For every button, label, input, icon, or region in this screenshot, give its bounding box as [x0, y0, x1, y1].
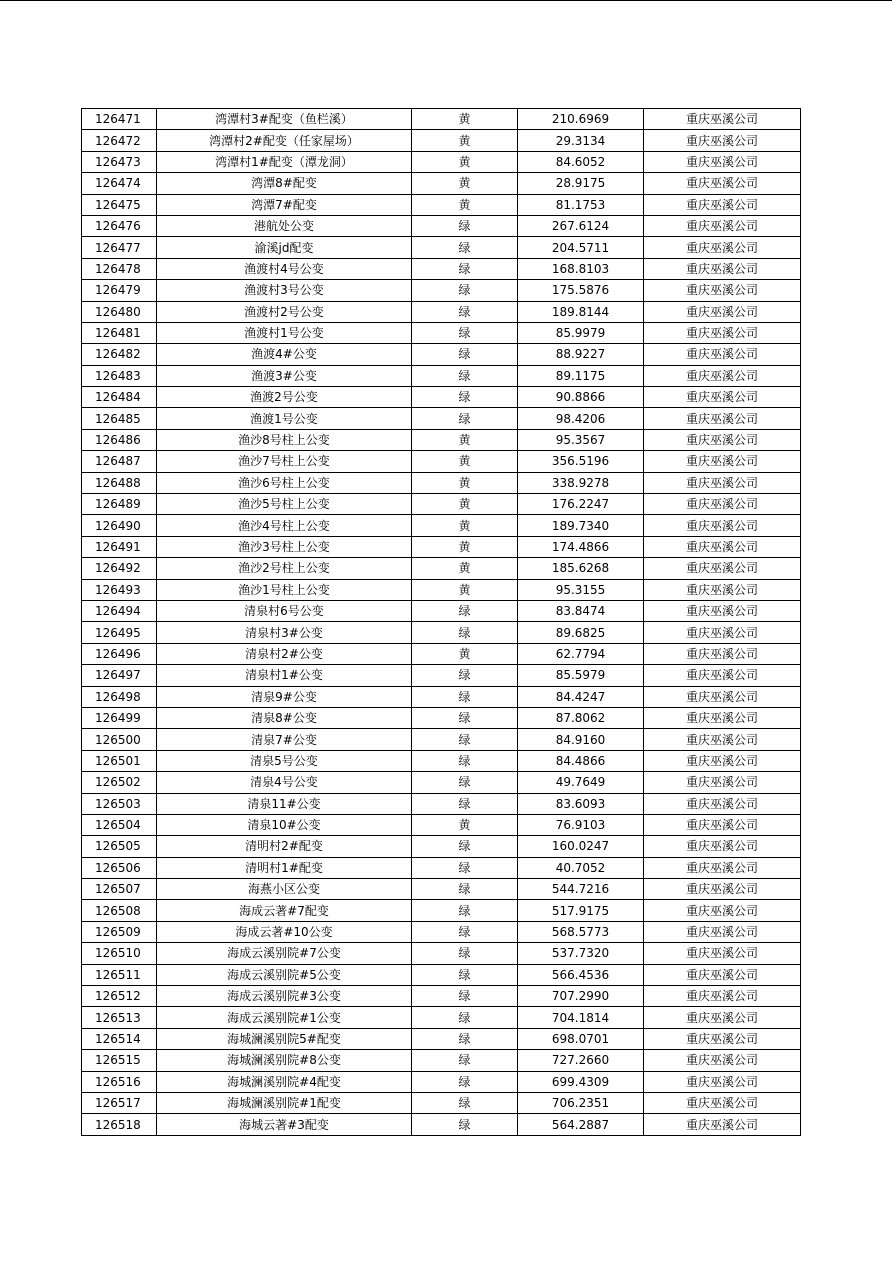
- transformer-name-cell: 海成云著#10公变: [157, 921, 412, 942]
- value-cell: 517.9175: [518, 900, 644, 921]
- company-cell: 重庆巫溪公司: [644, 921, 801, 942]
- row-id-cell: 126493: [82, 579, 157, 600]
- transformer-name-cell: 渔沙7号柱上公变: [157, 451, 412, 472]
- company-cell: 重庆巫溪公司: [644, 558, 801, 579]
- row-id-cell: 126501: [82, 750, 157, 771]
- row-id-cell: 126500: [82, 729, 157, 750]
- value-cell: 707.2990: [518, 986, 644, 1007]
- company-cell: 重庆巫溪公司: [644, 237, 801, 258]
- status-color-cell: 黄: [412, 515, 518, 536]
- value-cell: 28.9175: [518, 173, 644, 194]
- table-body: [82, 109, 801, 1136]
- row-id-cell: 126478: [82, 258, 157, 279]
- transformer-name-cell: 渔渡村4号公变: [157, 258, 412, 279]
- row-id-cell: 126471: [82, 109, 157, 130]
- table-row: [82, 1007, 801, 1028]
- row-id-cell: 126492: [82, 558, 157, 579]
- status-color-cell: 绿: [412, 408, 518, 429]
- transformer-name-cell: 海城云著#3配变: [157, 1114, 412, 1135]
- status-color-cell: 绿: [412, 836, 518, 857]
- transformer-name-cell: 渔沙8号柱上公变: [157, 429, 412, 450]
- value-cell: 89.1175: [518, 365, 644, 386]
- page-top-border: [0, 0, 892, 1]
- transformer-name-cell: 海成云溪别院#5公变: [157, 964, 412, 985]
- status-color-cell: 黄: [412, 130, 518, 151]
- company-cell: 重庆巫溪公司: [644, 280, 801, 301]
- transformer-name-cell: 渔渡2号公变: [157, 387, 412, 408]
- company-cell: 重庆巫溪公司: [644, 1114, 801, 1135]
- status-color-cell: 绿: [412, 387, 518, 408]
- row-id-cell: 126517: [82, 1092, 157, 1113]
- row-id-cell: 126505: [82, 836, 157, 857]
- status-color-cell: 绿: [412, 665, 518, 686]
- company-cell: 重庆巫溪公司: [644, 1028, 801, 1049]
- value-cell: 699.4309: [518, 1071, 644, 1092]
- row-id-cell: 126516: [82, 1071, 157, 1092]
- transformer-name-cell: 渔渡1号公变: [157, 408, 412, 429]
- status-color-cell: 绿: [412, 921, 518, 942]
- row-id-cell: 126508: [82, 900, 157, 921]
- status-color-cell: 绿: [412, 707, 518, 728]
- company-cell: 重庆巫溪公司: [644, 215, 801, 236]
- value-cell: 544.7216: [518, 879, 644, 900]
- company-cell: 重庆巫溪公司: [644, 622, 801, 643]
- table-row: [82, 109, 801, 130]
- value-cell: 81.1753: [518, 194, 644, 215]
- transformer-name-cell: 海成云著#7配变: [157, 900, 412, 921]
- table-row: [82, 707, 801, 728]
- company-cell: 重庆巫溪公司: [644, 900, 801, 921]
- table-row: [82, 130, 801, 151]
- status-color-cell: 绿: [412, 1007, 518, 1028]
- value-cell: 210.6969: [518, 109, 644, 130]
- table-row: [82, 750, 801, 771]
- transformer-name-cell: 渝溪jd配变: [157, 237, 412, 258]
- row-id-cell: 126475: [82, 194, 157, 215]
- row-id-cell: 126491: [82, 536, 157, 557]
- status-color-cell: 绿: [412, 1028, 518, 1049]
- value-cell: 83.6093: [518, 793, 644, 814]
- transformer-name-cell: 渔沙6号柱上公变: [157, 472, 412, 493]
- company-cell: 重庆巫溪公司: [644, 258, 801, 279]
- company-cell: 重庆巫溪公司: [644, 365, 801, 386]
- row-id-cell: 126518: [82, 1114, 157, 1135]
- value-cell: 84.4247: [518, 686, 644, 707]
- value-cell: 89.6825: [518, 622, 644, 643]
- company-cell: 重庆巫溪公司: [644, 194, 801, 215]
- transformer-name-cell: 清泉村3#公变: [157, 622, 412, 643]
- table-row: [82, 151, 801, 172]
- row-id-cell: 126485: [82, 408, 157, 429]
- transformer-name-cell: 港航处公变: [157, 215, 412, 236]
- table-row: [82, 387, 801, 408]
- table-row: [82, 258, 801, 279]
- transformer-name-cell: 清泉9#公变: [157, 686, 412, 707]
- transformer-name-cell: 海成云溪别院#3公变: [157, 986, 412, 1007]
- company-cell: 重庆巫溪公司: [644, 151, 801, 172]
- value-cell: 338.9278: [518, 472, 644, 493]
- status-color-cell: 绿: [412, 322, 518, 343]
- table-row: [82, 1071, 801, 1092]
- row-id-cell: 126479: [82, 280, 157, 301]
- transformer-name-cell: 海燕小区公变: [157, 879, 412, 900]
- row-id-cell: 126482: [82, 344, 157, 365]
- row-id-cell: 126483: [82, 365, 157, 386]
- table-row: [82, 1028, 801, 1049]
- transformer-name-cell: 清泉11#公变: [157, 793, 412, 814]
- status-color-cell: 黄: [412, 429, 518, 450]
- table-row: [82, 173, 801, 194]
- table-row: [82, 600, 801, 621]
- status-color-cell: 绿: [412, 943, 518, 964]
- company-cell: 重庆巫溪公司: [644, 472, 801, 493]
- company-cell: 重庆巫溪公司: [644, 814, 801, 835]
- value-cell: 88.9227: [518, 344, 644, 365]
- value-cell: 76.9103: [518, 814, 644, 835]
- row-id-cell: 126503: [82, 793, 157, 814]
- table-row: [82, 814, 801, 835]
- transformer-name-cell: 渔沙5号柱上公变: [157, 494, 412, 515]
- value-cell: 40.7052: [518, 857, 644, 878]
- company-cell: 重庆巫溪公司: [644, 301, 801, 322]
- value-cell: 204.5711: [518, 237, 644, 258]
- status-color-cell: 黄: [412, 451, 518, 472]
- value-cell: 84.9160: [518, 729, 644, 750]
- value-cell: 704.1814: [518, 1007, 644, 1028]
- transformer-name-cell: 清泉4号公变: [157, 772, 412, 793]
- table-row: [82, 1050, 801, 1071]
- status-color-cell: 绿: [412, 258, 518, 279]
- company-cell: 重庆巫溪公司: [644, 579, 801, 600]
- value-cell: 356.5196: [518, 451, 644, 472]
- company-cell: 重庆巫溪公司: [644, 536, 801, 557]
- status-color-cell: 绿: [412, 280, 518, 301]
- row-id-cell: 126472: [82, 130, 157, 151]
- row-id-cell: 126510: [82, 943, 157, 964]
- table-row: [82, 536, 801, 557]
- table-row: [82, 1092, 801, 1113]
- value-cell: 90.8866: [518, 387, 644, 408]
- row-id-cell: 126488: [82, 472, 157, 493]
- transformer-name-cell: 渔渡村3号公变: [157, 280, 412, 301]
- company-cell: 重庆巫溪公司: [644, 857, 801, 878]
- transformer-name-cell: 渔沙2号柱上公变: [157, 558, 412, 579]
- row-id-cell: 126504: [82, 814, 157, 835]
- status-color-cell: 黄: [412, 536, 518, 557]
- status-color-cell: 绿: [412, 1114, 518, 1135]
- transformer-name-cell: 渔渡4#公变: [157, 344, 412, 365]
- company-cell: 重庆巫溪公司: [644, 793, 801, 814]
- company-cell: 重庆巫溪公司: [644, 707, 801, 728]
- status-color-cell: 绿: [412, 1050, 518, 1071]
- table-row: [82, 494, 801, 515]
- value-cell: 85.5979: [518, 665, 644, 686]
- transformer-name-cell: 渔渡村1号公变: [157, 322, 412, 343]
- value-cell: 62.7794: [518, 643, 644, 664]
- company-cell: 重庆巫溪公司: [644, 515, 801, 536]
- transformer-name-cell: 清明村2#配变: [157, 836, 412, 857]
- value-cell: 698.0701: [518, 1028, 644, 1049]
- row-id-cell: 126514: [82, 1028, 157, 1049]
- status-color-cell: 绿: [412, 900, 518, 921]
- row-id-cell: 126498: [82, 686, 157, 707]
- row-id-cell: 126507: [82, 879, 157, 900]
- value-cell: 29.3134: [518, 130, 644, 151]
- value-cell: 189.7340: [518, 515, 644, 536]
- transformer-name-cell: 清泉5号公变: [157, 750, 412, 771]
- table-row: [82, 322, 801, 343]
- company-cell: 重庆巫溪公司: [644, 173, 801, 194]
- transformer-name-cell: 清泉村1#公变: [157, 665, 412, 686]
- transformer-name-cell: 海城澜溪别院#1配变: [157, 1092, 412, 1113]
- status-color-cell: 黄: [412, 194, 518, 215]
- value-cell: 84.6052: [518, 151, 644, 172]
- table-row: [82, 879, 801, 900]
- value-cell: 185.6268: [518, 558, 644, 579]
- row-id-cell: 126489: [82, 494, 157, 515]
- status-color-cell: 绿: [412, 729, 518, 750]
- row-id-cell: 126495: [82, 622, 157, 643]
- status-color-cell: 绿: [412, 857, 518, 878]
- row-id-cell: 126515: [82, 1050, 157, 1071]
- row-id-cell: 126502: [82, 772, 157, 793]
- row-id-cell: 126496: [82, 643, 157, 664]
- transformer-name-cell: 海城澜溪别院#4配变: [157, 1071, 412, 1092]
- company-cell: 重庆巫溪公司: [644, 130, 801, 151]
- status-color-cell: 绿: [412, 365, 518, 386]
- status-color-cell: 绿: [412, 879, 518, 900]
- transformer-name-cell: 渔渡村2号公变: [157, 301, 412, 322]
- row-id-cell: 126499: [82, 707, 157, 728]
- table-row: [82, 579, 801, 600]
- value-cell: 49.7649: [518, 772, 644, 793]
- table-row: [82, 986, 801, 1007]
- company-cell: 重庆巫溪公司: [644, 344, 801, 365]
- table-row: [82, 643, 801, 664]
- table-row: [82, 836, 801, 857]
- table-row: [82, 793, 801, 814]
- company-cell: 重庆巫溪公司: [644, 1007, 801, 1028]
- transformer-name-cell: 海城澜溪别院#8公变: [157, 1050, 412, 1071]
- status-color-cell: 绿: [412, 237, 518, 258]
- table-row: [82, 921, 801, 942]
- row-id-cell: 126490: [82, 515, 157, 536]
- company-cell: 重庆巫溪公司: [644, 986, 801, 1007]
- transformer-name-cell: 清泉8#公变: [157, 707, 412, 728]
- row-id-cell: 126486: [82, 429, 157, 450]
- status-color-cell: 绿: [412, 600, 518, 621]
- status-color-cell: 绿: [412, 750, 518, 771]
- value-cell: 87.8062: [518, 707, 644, 728]
- table-row: [82, 215, 801, 236]
- transformer-name-cell: 清泉7#公变: [157, 729, 412, 750]
- transformer-name-cell: 湾潭村1#配变（潭龙洞）: [157, 151, 412, 172]
- table-row: [82, 964, 801, 985]
- table-row: [82, 900, 801, 921]
- transformer-name-cell: 渔沙3号柱上公变: [157, 536, 412, 557]
- table-row: [82, 857, 801, 878]
- table-row: [82, 365, 801, 386]
- company-cell: 重庆巫溪公司: [644, 600, 801, 621]
- table-row: [82, 558, 801, 579]
- row-id-cell: 126513: [82, 1007, 157, 1028]
- company-cell: 重庆巫溪公司: [644, 322, 801, 343]
- status-color-cell: 绿: [412, 1092, 518, 1113]
- value-cell: 174.4866: [518, 536, 644, 557]
- table-row: [82, 472, 801, 493]
- value-cell: 95.3567: [518, 429, 644, 450]
- company-cell: 重庆巫溪公司: [644, 387, 801, 408]
- table-row: [82, 237, 801, 258]
- company-cell: 重庆巫溪公司: [644, 943, 801, 964]
- status-color-cell: 黄: [412, 494, 518, 515]
- status-color-cell: 黄: [412, 643, 518, 664]
- table-row: [82, 665, 801, 686]
- table-row: [82, 515, 801, 536]
- row-id-cell: 126481: [82, 322, 157, 343]
- row-id-cell: 126497: [82, 665, 157, 686]
- transformer-name-cell: 清泉村2#公变: [157, 643, 412, 664]
- table-row: [82, 301, 801, 322]
- table-row: [82, 943, 801, 964]
- transformer-name-cell: 清泉村6号公变: [157, 600, 412, 621]
- row-id-cell: 126484: [82, 387, 157, 408]
- status-color-cell: 绿: [412, 215, 518, 236]
- value-cell: 95.3155: [518, 579, 644, 600]
- company-cell: 重庆巫溪公司: [644, 879, 801, 900]
- row-id-cell: 126477: [82, 237, 157, 258]
- company-cell: 重庆巫溪公司: [644, 429, 801, 450]
- table-row: [82, 1114, 801, 1135]
- table-row: [82, 408, 801, 429]
- value-cell: 175.5876: [518, 280, 644, 301]
- transformer-name-cell: 清泉10#公变: [157, 814, 412, 835]
- transformer-table: [81, 108, 801, 1136]
- company-cell: 重庆巫溪公司: [644, 1050, 801, 1071]
- status-color-cell: 黄: [412, 151, 518, 172]
- row-id-cell: 126512: [82, 986, 157, 1007]
- status-color-cell: 黄: [412, 814, 518, 835]
- company-cell: 重庆巫溪公司: [644, 451, 801, 472]
- table-row: [82, 772, 801, 793]
- transformer-name-cell: 湾潭7#配变: [157, 194, 412, 215]
- value-cell: 537.7320: [518, 943, 644, 964]
- value-cell: 98.4206: [518, 408, 644, 429]
- row-id-cell: 126480: [82, 301, 157, 322]
- table-row: [82, 194, 801, 215]
- row-id-cell: 126474: [82, 173, 157, 194]
- table-row: [82, 429, 801, 450]
- transformer-name-cell: 清明村1#配变: [157, 857, 412, 878]
- status-color-cell: 黄: [412, 579, 518, 600]
- company-cell: 重庆巫溪公司: [644, 729, 801, 750]
- status-color-cell: 绿: [412, 1071, 518, 1092]
- value-cell: 706.2351: [518, 1092, 644, 1113]
- table-row: [82, 729, 801, 750]
- value-cell: 168.8103: [518, 258, 644, 279]
- company-cell: 重庆巫溪公司: [644, 109, 801, 130]
- status-color-cell: 绿: [412, 622, 518, 643]
- company-cell: 重庆巫溪公司: [644, 643, 801, 664]
- table-row: [82, 344, 801, 365]
- value-cell: 566.4536: [518, 964, 644, 985]
- company-cell: 重庆巫溪公司: [644, 686, 801, 707]
- transformer-name-cell: 渔沙1号柱上公变: [157, 579, 412, 600]
- company-cell: 重庆巫溪公司: [644, 964, 801, 985]
- value-cell: 83.8474: [518, 600, 644, 621]
- row-id-cell: 126473: [82, 151, 157, 172]
- value-cell: 160.0247: [518, 836, 644, 857]
- status-color-cell: 绿: [412, 686, 518, 707]
- transformer-name-cell: 渔渡3#公变: [157, 365, 412, 386]
- row-id-cell: 126506: [82, 857, 157, 878]
- table-row: [82, 686, 801, 707]
- transformer-name-cell: 海成云溪别院#7公变: [157, 943, 412, 964]
- company-cell: 重庆巫溪公司: [644, 665, 801, 686]
- status-color-cell: 绿: [412, 301, 518, 322]
- status-color-cell: 绿: [412, 964, 518, 985]
- status-color-cell: 绿: [412, 772, 518, 793]
- transformer-name-cell: 湾潭村2#配变（任家屋场）: [157, 130, 412, 151]
- company-cell: 重庆巫溪公司: [644, 408, 801, 429]
- status-color-cell: 绿: [412, 793, 518, 814]
- status-color-cell: 黄: [412, 109, 518, 130]
- company-cell: 重庆巫溪公司: [644, 836, 801, 857]
- company-cell: 重庆巫溪公司: [644, 1071, 801, 1092]
- row-id-cell: 126509: [82, 921, 157, 942]
- table-row: [82, 451, 801, 472]
- transformer-name-cell: 湾潭村3#配变（鱼栏溪）: [157, 109, 412, 130]
- transformer-name-cell: 渔沙4号柱上公变: [157, 515, 412, 536]
- company-cell: 重庆巫溪公司: [644, 1092, 801, 1113]
- row-id-cell: 126494: [82, 600, 157, 621]
- value-cell: 267.6124: [518, 215, 644, 236]
- status-color-cell: 黄: [412, 558, 518, 579]
- table-row: [82, 280, 801, 301]
- value-cell: 727.2660: [518, 1050, 644, 1071]
- value-cell: 564.2887: [518, 1114, 644, 1135]
- status-color-cell: 黄: [412, 173, 518, 194]
- value-cell: 85.9979: [518, 322, 644, 343]
- transformer-name-cell: 湾潭8#配变: [157, 173, 412, 194]
- value-cell: 176.2247: [518, 494, 644, 515]
- value-cell: 189.8144: [518, 301, 644, 322]
- value-cell: 84.4866: [518, 750, 644, 771]
- transformer-name-cell: 海成云溪别院#1公变: [157, 1007, 412, 1028]
- company-cell: 重庆巫溪公司: [644, 772, 801, 793]
- row-id-cell: 126476: [82, 215, 157, 236]
- status-color-cell: 绿: [412, 344, 518, 365]
- transformer-name-cell: 海城澜溪别院5#配变: [157, 1028, 412, 1049]
- status-color-cell: 黄: [412, 472, 518, 493]
- value-cell: 568.5773: [518, 921, 644, 942]
- company-cell: 重庆巫溪公司: [644, 750, 801, 771]
- company-cell: 重庆巫溪公司: [644, 494, 801, 515]
- row-id-cell: 126511: [82, 964, 157, 985]
- table-row: [82, 622, 801, 643]
- status-color-cell: 绿: [412, 986, 518, 1007]
- row-id-cell: 126487: [82, 451, 157, 472]
